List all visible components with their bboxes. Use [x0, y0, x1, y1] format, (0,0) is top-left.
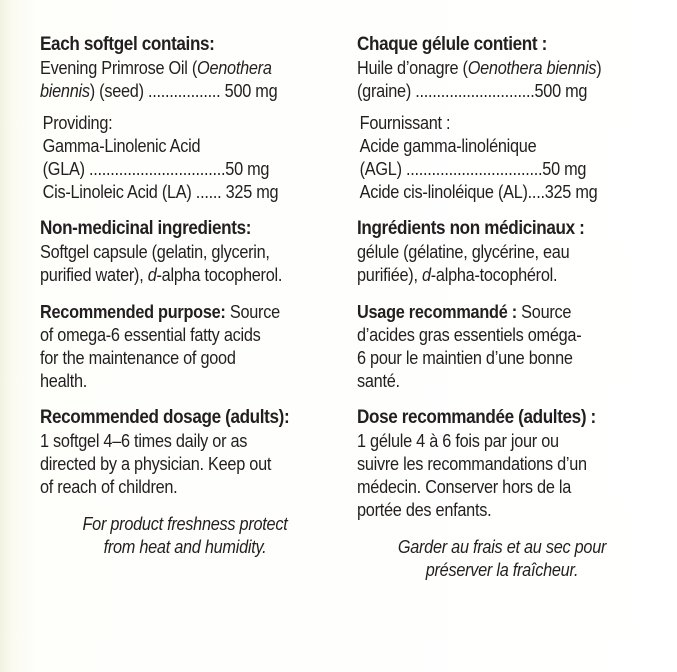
purpose-line: health. [40, 370, 88, 391]
nonmedicinal-line: purifiée), d-alpha-tocophérol. [357, 264, 558, 285]
nonmedicinal-heading-fr: Ingrédients non médicinaux : [357, 218, 585, 239]
french-column [357, 33, 647, 581]
contains-section-fr [357, 33, 647, 203]
purpose-line: for the maintenance of good [40, 347, 236, 368]
providing-line: Acide gamma-linolénique [359, 135, 537, 156]
ingredient-line: biennis) (seed) ................. 500 mg [40, 80, 278, 101]
purpose-line: 6 pour le maintien d’une bonne [357, 347, 573, 368]
ingredient-line: Huile d’onagre (Oenothera biennis) [357, 57, 602, 78]
storage-note-fr [357, 535, 647, 581]
purpose-line: of omega-6 essential fatty acids [40, 324, 261, 345]
storage-note-line: préserver la fraîcheur. [425, 559, 579, 580]
dosage-section-en [40, 406, 330, 498]
providing-line: (AGL) ................................50 mg [359, 158, 587, 179]
providing-line: (GLA) ................................50 mg [42, 158, 270, 179]
providing-line: Cis-Linoleic Acid (LA) ...... 325 mg [42, 181, 279, 202]
nonmedicinal-line: gélule (gélatine, glycérine, eau [357, 241, 570, 262]
providing-line: Acide cis-linoléique (AL)....325 mg [359, 181, 598, 202]
contains-heading-en: Each softgel contains: [40, 34, 215, 55]
ingredient-line: (graine) ............................500 mg [357, 80, 588, 101]
dosage-line: directed by a physician. Keep out [40, 453, 272, 474]
dosage-line: suivre les recommandations d’un [357, 453, 587, 474]
providing-line: Gamma-Linolenic Acid [42, 135, 201, 156]
nonmedicinal-line: purified water), d-alpha tocopherol. [40, 264, 283, 285]
contains-section-en [40, 33, 330, 203]
nonmedicinal-section-fr [357, 217, 647, 286]
nonmedicinal-heading-en: Non-medicinal ingredients: [40, 218, 252, 239]
purpose-line: d’acides gras essentiels oméga- [357, 324, 582, 345]
providing-label-fr: Fournissant : [359, 112, 451, 133]
dosage-line: médecin. Conserver hors de la [357, 476, 572, 497]
storage-note-line: from heat and humidity. [103, 536, 267, 557]
nonmedicinal-line: Softgel capsule (gelatin, glycerin, [40, 241, 270, 262]
dosage-heading-en: Recommended dosage (adults): [40, 407, 290, 428]
purpose-line: Usage recommandé : Source [357, 301, 572, 322]
nonmedicinal-section-en [40, 217, 330, 286]
dosage-line: 1 gélule 4 à 6 fois par jour ou [357, 430, 559, 451]
dosage-line: of reach of children. [40, 476, 178, 497]
storage-note-line: Garder au frais et au sec pour [397, 536, 607, 557]
dosage-section-fr [357, 406, 647, 521]
english-column [40, 33, 330, 558]
contains-heading-fr: Chaque gélule contient : [357, 34, 547, 55]
purpose-line: santé. [357, 370, 400, 391]
storage-note-line: For product freshness protect [82, 513, 288, 534]
purpose-section-en [40, 300, 330, 392]
storage-note-en [40, 512, 330, 558]
providing-label-en: Providing: [42, 112, 113, 133]
dosage-heading-fr: Dose recommandée (adultes) : [357, 407, 596, 428]
purpose-line: Recommended purpose: Source [40, 301, 280, 322]
ingredient-line: Evening Primrose Oil (Oenothera [40, 57, 272, 78]
dosage-line: 1 softgel 4–6 times daily or as [40, 430, 248, 451]
purpose-heading-en: Recommended purpose: [40, 301, 226, 322]
purpose-section-fr [357, 300, 647, 392]
dosage-line: portée des enfants. [357, 499, 492, 520]
purpose-heading-fr: Usage recommandé : [357, 301, 517, 322]
